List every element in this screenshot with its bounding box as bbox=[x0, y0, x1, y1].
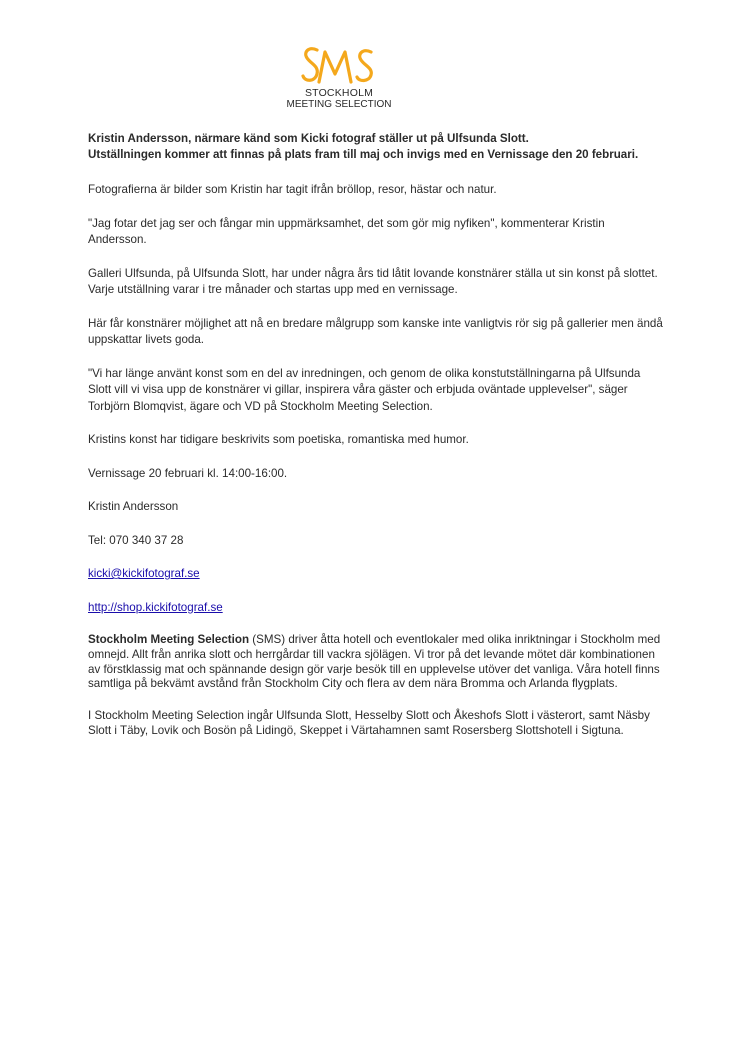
paragraph-quote-kristin: "Jag fotar det jag ser och fångar min uppmärksamhet, det som gör mig nyfiken", kommenterar Kristin Andersson. bbox=[88, 216, 605, 246]
sms-logo-mark bbox=[283, 44, 395, 88]
about-hotels-paragraph: I Stockholm Meeting Selection ingår Ulfsunda Slott, Hesselby Slott och Åkeshofs Slott i västerort, samt Näsby Slott i Täby, Lovik och Bosön på Lidingö, Skeppet i Värtahamnen samt Rosersberg Slottshotell i Sigtuna. bbox=[88, 709, 650, 737]
lead-line-1: Kristin Andersson, närmare känd som Kicki fotograf ställer ut på Ulfsunda Slott. bbox=[88, 132, 529, 145]
paragraph-description: Kristins konst har tidigare beskrivits som poetiska, romantiska med humor. bbox=[88, 433, 469, 446]
paragraph-galleri: Galleri Ulfsunda, på Ulfsunda Slott, har under några års tid låtit lovande konstnärer ställa ut sin konst på slottet. Varje utställning varar i tre månader och startas upp med en vernissage. bbox=[88, 266, 658, 296]
contact-email-row bbox=[88, 566, 663, 583]
contact-shop-row bbox=[88, 600, 663, 617]
lead-line-2: Utställningen kommer att finnas på plats fram till maj och invigs med en Vernissage den 20 februari. bbox=[88, 147, 639, 161]
logo-text-meeting-selection: MEETING SELECTION bbox=[286, 99, 392, 110]
shop-link[interactable]: http://shop.kickifotograf.se bbox=[88, 600, 223, 614]
logo-text-stockholm: STOCKHOLM bbox=[304, 87, 374, 99]
press-release-body bbox=[88, 131, 663, 756]
about-company-name: Stockholm Meeting Selection bbox=[88, 633, 250, 646]
paragraph-vernissage: Vernissage 20 februari kl. 14:00-16:00. bbox=[88, 466, 288, 480]
about-text: (SMS) driver åtta hotell och eventlokaler med olika inriktningar i Stockholm med omnejd. Allt från anrika slott och herrgårdar till vackra sjölägen. Vi tror på det levande mötet där kombinationen av förstklassig mat och spännande design gör varje besök till en upplevelse utöver det vanliga. Våra hotell finns samtliga på bekvämt avstånd från Stockholm City och flera av dem nära Bromma och Arlanda flygplats. bbox=[88, 633, 661, 691]
paragraph-photos: Fotografierna är bilder som Kristin har tagit ifrån bröllop, resor, hästar och natur. bbox=[88, 183, 497, 196]
contact-phone: Tel: 070 340 37 28 bbox=[88, 533, 184, 547]
email-link[interactable]: kicki@kickifotograf.se bbox=[88, 567, 200, 580]
about-paragraph bbox=[88, 633, 663, 692]
contact-name: Kristin Andersson bbox=[88, 500, 179, 513]
lead-paragraph bbox=[88, 131, 663, 162]
paragraph-artists: Här får konstnärer möjlighet att nå en bredare målgrupp som kanske inte vanligtvis rör sig på gallerier men ändå uppskattar livets goda. bbox=[88, 316, 663, 346]
sms-logo bbox=[283, 44, 395, 110]
paragraph-quote-torbjorn: "Vi har länge använt konst som en del av inredningen, och genom de olika konstutställningarna på Ulfsunda Slott vill vi visa upp de konstnärer vi gillar, inspirera våra gäster och erbjuda oväntade upplevelser", säger Torbjörn Blomqvist, ägare och VD på Stockholm Meeting Selection. bbox=[88, 366, 641, 413]
